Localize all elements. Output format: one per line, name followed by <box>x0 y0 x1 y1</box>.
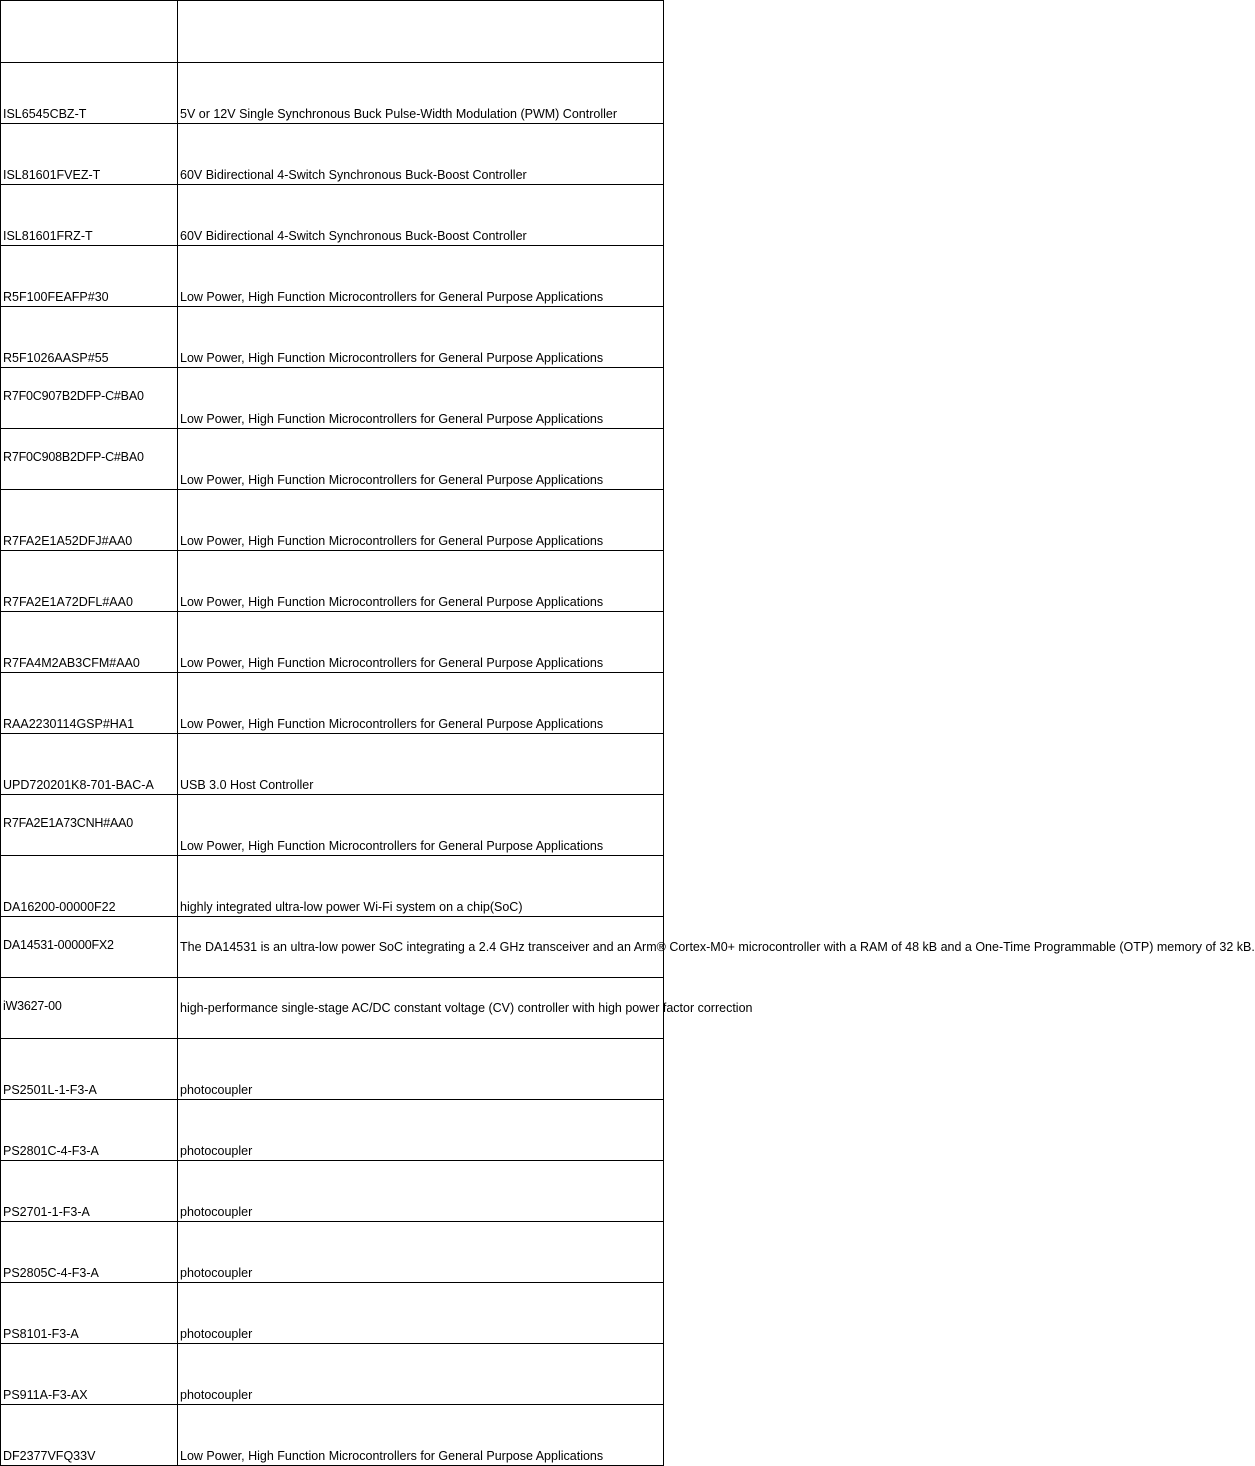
description-cell: Low Power, High Function Microcontrollers for General Purpose Applications <box>178 490 664 551</box>
description-cell: Low Power, High Function Microcontrollers for General Purpose Applications <box>178 673 664 734</box>
table-row <box>1 673 664 734</box>
part-number-cell: PS2805C-4-F3-A <box>1 1222 178 1283</box>
description-cell: Low Power, High Function Microcontrollers for General Purpose Applications <box>178 551 664 612</box>
table-row <box>1 246 664 307</box>
description-cell: Low Power, High Function Microcontrollers for General Purpose Applications <box>178 429 664 490</box>
part-number-cell: iW3627-00 <box>1 978 178 1039</box>
table-row <box>1 63 664 124</box>
table-row <box>1 1405 664 1466</box>
part-number-cell: R7FA4M2AB3CFM#AA0 <box>1 612 178 673</box>
description-cell: photocoupler <box>178 1100 664 1161</box>
part-number-cell: R7FA2E1A73CNH#AA0 <box>1 795 178 856</box>
table-row <box>1 1283 664 1344</box>
part-number-cell: DF2377VFQ33V <box>1 1405 178 1466</box>
table-row <box>1 795 664 856</box>
part-number-cell: UPD720201K8-701-BAC-A <box>1 734 178 795</box>
table-row <box>1 612 664 673</box>
description-cell <box>178 1 664 63</box>
table-row <box>1 978 664 1039</box>
table-row <box>1 917 664 978</box>
part-number-cell: RAA2230114GSP#HA1 <box>1 673 178 734</box>
part-number-cell: R7FA2E1A52DFJ#AA0 <box>1 490 178 551</box>
description-cell: 60V Bidirectional 4-Switch Synchronous Buck-Boost Controller <box>178 185 664 246</box>
description-cell: photocoupler <box>178 1283 664 1344</box>
description-cell: photocoupler <box>178 1039 664 1100</box>
part-number-cell: DA14531-00000FX2 <box>1 917 178 978</box>
description-cell: The DA14531 is an ultra-low power SoC integrating a 2.4 GHz transceiver and an Arm® Cortex-M0+ microcontroller with a RAM of 48 kB and a One-Time Programmable (OTP) memory of 32 kB. <box>178 917 664 978</box>
table-row <box>1 185 664 246</box>
part-number-cell: PS2701-1-F3-A <box>1 1161 178 1222</box>
description-cell: high-performance single-stage AC/DC constant voltage (CV) controller with high power factor correction <box>178 978 664 1039</box>
table-row <box>1 1344 664 1405</box>
table-row <box>1 856 664 917</box>
part-number-cell: PS2801C-4-F3-A <box>1 1100 178 1161</box>
table-row <box>1 1100 664 1161</box>
description-cell: photocoupler <box>178 1222 664 1283</box>
part-number-cell: R5F100FEAFP#30 <box>1 246 178 307</box>
table-row <box>1 124 664 185</box>
part-number-cell <box>1 1 178 63</box>
description-cell: USB 3.0 Host Controller <box>178 734 664 795</box>
table-row <box>1 307 664 368</box>
description-cell: photocoupler <box>178 1344 664 1405</box>
part-number-cell: PS8101-F3-A <box>1 1283 178 1344</box>
part-number-cell: ISL81601FVEZ-T <box>1 124 178 185</box>
description-cell: photocoupler <box>178 1161 664 1222</box>
table-row <box>1 1 664 63</box>
table-row <box>1 368 664 429</box>
part-number-cell: R7FA2E1A72DFL#AA0 <box>1 551 178 612</box>
table-row <box>1 1222 664 1283</box>
description-cell: 5V or 12V Single Synchronous Buck Pulse-Width Modulation (PWM) Controller <box>178 63 664 124</box>
table-row <box>1 1161 664 1222</box>
description-cell: Low Power, High Function Microcontrollers for General Purpose Applications <box>178 612 664 673</box>
table-row <box>1 1039 664 1100</box>
table-row <box>1 429 664 490</box>
description-cell: Low Power, High Function Microcontrollers for General Purpose Applications <box>178 307 664 368</box>
table-row <box>1 734 664 795</box>
description-cell: highly integrated ultra-low power Wi-Fi system on a chip(SoC) <box>178 856 664 917</box>
description-cell: Low Power, High Function Microcontrollers for General Purpose Applications <box>178 246 664 307</box>
part-number-cell: ISL6545CBZ-T <box>1 63 178 124</box>
part-number-cell: R7F0C907B2DFP-C#BA0 <box>1 368 178 429</box>
part-number-cell: R7F0C908B2DFP-C#BA0 <box>1 429 178 490</box>
description-cell: Low Power, High Function Microcontrollers for General Purpose Applications <box>178 795 664 856</box>
description-cell: Low Power, High Function Microcontrollers for General Purpose Applications <box>178 368 664 429</box>
part-number-cell: R5F1026AASP#55 <box>1 307 178 368</box>
table-row <box>1 490 664 551</box>
part-number-cell: PS911A-F3-AX <box>1 1344 178 1405</box>
table-row <box>1 551 664 612</box>
description-cell: 60V Bidirectional 4-Switch Synchronous Buck-Boost Controller <box>178 124 664 185</box>
part-number-cell: PS2501L-1-F3-A <box>1 1039 178 1100</box>
description-cell: Low Power, High Function Microcontrollers for General Purpose Applications <box>178 1405 664 1466</box>
part-number-cell: ISL81601FRZ-T <box>1 185 178 246</box>
part-number-cell: DA16200-00000F22 <box>1 856 178 917</box>
